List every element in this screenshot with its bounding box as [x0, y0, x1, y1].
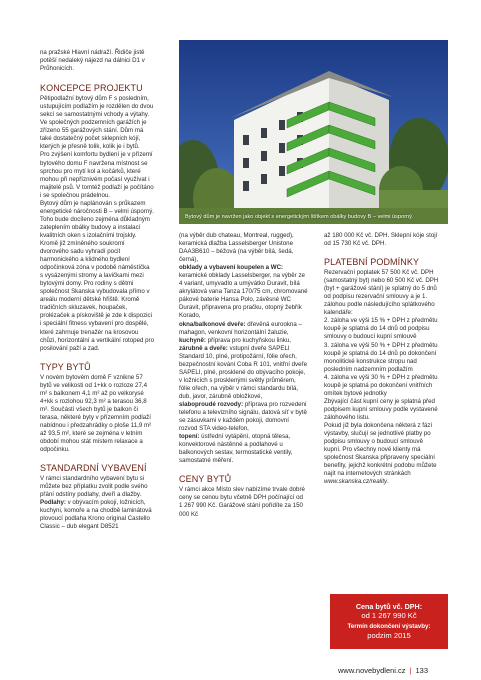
building-illustration — [179, 40, 448, 224]
photo-caption: Bytový dům je navržen jako objekt s energetickým štítkem obálky budovy B – velmi úsporný. — [185, 214, 414, 220]
price-box — [330, 594, 448, 649]
heading-standard: STANDARDNÍ VYBAVENÍ — [40, 463, 147, 474]
right-paragraph-1: až 180 000 Kč vč. DPH. Sklepní kóje stojí od 15 730 Kč vč. DPH. — [324, 232, 438, 248]
koncepce-paragraph-2: Pro zvýšení komfortu bydlení je v přízemí bytového domu F navržena místnost se sprchou pro mytí kol a kočárků, které mohou při nepříznivém počasí využívat i majitelé psů. V tomtéž podlaží je počítáno i se společnou prádelnou. — [40, 151, 154, 199]
standard-paragraph — [40, 475, 154, 531]
label-topeni: topení: — [179, 433, 200, 441]
typy-paragraph: V novém bytovém domě F vznikne 57 bytů ve velikosti od 1+kk o rozloze 27,4 m² s balkonem 4,1 m² až po velkorysé 4+kk s rozlohou 92,3 m² a terasou 36,8 m². Součástí všech bytů je balkon či terasa, některé byty v přízemním podlaží nabídnou i předzahrádky o ploše 11,9 m² až 93,5 m², které se zejména v letním období mohou stát místem relaxace a odpočinku. — [40, 373, 152, 454]
rozvody-paragraph — [179, 401, 308, 433]
topeni-paragraph — [179, 433, 308, 465]
column-middle — [179, 232, 308, 519]
text-obklady: keramické obklady Lasselsberger, na výběr ze 4 variant, umyvadlo a umývátko Duravit, bílá akrylátová vana Tanza 170/75 cm, chromované pákové baterie Hansa Polo, závěsné WC Duravit, připravena pro pračku, otopný žebřík Korado, — [179, 272, 308, 320]
completion-value: podzim 2015 — [367, 631, 411, 640]
price-label: Cena bytů vč. DPH: — [355, 602, 423, 611]
ceny-paragraph: V rámci akce Místo slev nabízíme trvale dobré ceny se cenou bytu včetně DPH počínající od 1 267 990 Kč. Garážové stání pořídíte za 150 000 Kč — [179, 486, 305, 518]
zbytek-paragraph: Zbývající část kupní ceny je splatná před podpisem kupní smlouvy podle vystavené zálohového listu. — [324, 397, 438, 421]
text-kuchyne: příprava pro kuchyňskou linku, — [205, 336, 291, 344]
koncepce-paragraph-1: Pětipodlažní bytový dům F s posledním, ustupujícím podlažím je rozdělen do dvou sekcí se samostatnými vchody a výtahy. Ve společných podzemních garážích je zřízeno 55 garážových stání. Dům má také dostatečný počet sklepních kójí, kterých je přesně tolik, kolik je i bytů. — [40, 95, 154, 151]
rezervace-paragraph: Rezervační poplatek 57 500 Kč vč. DPH (samostatný byt) nebo 60 500 Kč vč. DPH (byt + garážové stání) je splatný do 5 dnů od podpisu rezervační smlouvy a je 1. zálohou podle následujícího splátkového kalendáře: — [324, 269, 439, 317]
zaloha-4-paragraph: 4. záloha ve výši 30 % + DPH z předmětu koupě je splatná po dokončení vnitřních omítek bytové jednotky — [324, 373, 438, 397]
text-topeni: ústřední vytápění, otopná tělesa, konvektorové nástěnné a podlahové u balkonových sestav, termostatické ventily, samostatné měření. — [179, 433, 293, 465]
zaver-paragraph — [324, 422, 440, 486]
middle-paragraph-1: (na výběr dub chateau, Montreal, rugged), keramická dlažba Lasselsberger Unistone DAA3B610 – béžová (na výběr bílá, šedá, černá), — [179, 232, 294, 264]
kuchyne-paragraph — [179, 337, 308, 345]
heading-koncepce: KONCEPCE PROJEKTU — [40, 83, 143, 94]
zaloha-3-paragraph: 3. záloha ve výši 50 % + DPH z předmětu koupě je splatná do 14 dnů po dokončení monolitické konstrukce stropu nad posledním nadzemním podlažím — [324, 341, 438, 373]
footer-separator: | — [409, 666, 412, 675]
zaloha-2-paragraph: 2. záloha ve výši 15 % + DPH z předmětu koupě je splatná do 14 dnů od podpisu smlouvy o budoucí kupní smlouvě — [324, 317, 438, 341]
obklady-paragraph — [179, 264, 308, 320]
text-dvere: vstupní dveře SAPELI Standard 10, plné, protipožární, fólie ořech, bezpečnostní kování Coba R 101, vnitřní dveře SAPELI, plné, prosklené do obývacího pokoje, v ložnicích s prosklenými světly průměrem, fólie ořech, na výběr v rámci standardu bílá, dub, javor, zárubně obložkové, — [179, 344, 308, 400]
price-value: od 1 267 990 Kč — [361, 611, 417, 620]
label-kuchyne: kuchyně: — [179, 336, 206, 344]
column-right — [324, 232, 440, 486]
column-left — [40, 49, 154, 531]
skanska-web-link[interactable]: www.skanska.cz/reality — [324, 478, 388, 486]
building-photo — [179, 40, 448, 224]
koncepce-paragraph-4: Kromě již zmíněného soukromí dvorového sadu vyhradí pocit harmonického a klidného bydlení odpočinková zóna v podobě náměstíčka s vysázenými stromy a lavičkami mezi bytovými domy. Pro rodiny s dětmi společnost Skanska vybudovala přímo v areálu moderní dětské hřiště. Kromě tradičních skluzavek, houpaček, prolézaček a pískoviště je zde k dispozici i speciální fitness vybavení pro dospělé, které zahrnuje trenažér na krosovou chůzi, horizontální a vertikální rotoped pro posilování paží a zad. — [40, 239, 155, 352]
heading-ceny-bytu: CENY BYTŮ — [179, 474, 232, 485]
page-footer — [338, 666, 428, 675]
zaver-text: Pokud již byla dokončena některá z fází výstavby, slučují se jednotlivé platby po podpisu smlouvy o budoucí smlouvě kupní. Pro všechny nové klienty má společnost Skanska připraveny speciální benefity, jejichž konkrétní podobu můžete najít na internetových stránkách — [324, 421, 437, 478]
heading-typy-bytu: TYPY BYTŮ — [40, 361, 91, 372]
page-number: 133 — [415, 666, 429, 675]
intro-paragraph: na pražské Hlavní nádraží. Řidiče jistě potěší nedaleký nájezd na dálnici D1 v Průhonicích. — [40, 49, 145, 73]
text-rozvody: příprava pro rozvedení telefonu a televizního signálu, datová síť v bytě se zásuvkami v každém pokoji, domovní rozvod STA video-telefon, — [179, 400, 307, 433]
dvere-paragraph — [179, 345, 308, 401]
okna-paragraph — [179, 321, 308, 337]
completion-label: Termín dokončení výstavby: — [347, 623, 431, 630]
standard-label-podlahy: Podlahy: — [40, 499, 66, 507]
heading-platebni-podminky: PLATEBNÍ PODMÍNKY — [324, 257, 420, 268]
koncepce-paragraph-3: Bytový dům je naplánován s průkazem energetické náročnosti B – velmi úsporný. Toho bude docíleno zejména důkladným zateplením obálky budovy a instalací kvalitních oken s izolačními trojskly. — [40, 199, 155, 239]
text-okna: dřevěná eurookna – mahagon, venkovní horizontální žaluzie, — [179, 320, 302, 336]
footer-site: www.novebydleni.cz — [338, 666, 406, 675]
label-dvere: zárubně a dveře: — [179, 344, 228, 352]
label-rozvody: slaboproudé rozvody: — [179, 400, 244, 408]
zaver-end: . — [387, 478, 389, 486]
label-obklady: obklady a vybavení koupelen a WC: — [179, 264, 284, 272]
label-okna: okna/balkonové dveře: — [179, 320, 246, 328]
standard-text-podlahy: v obývacím pokoji, ložnicích, kuchyni, komoře a na chodbě laminátová plovoucí podlaha Krono original Castello Classic – dub elegant D8521 — [40, 499, 152, 531]
standard-text: V rámci standardního vybavení bytu si můžete bez příplatku zvolit podle svého přání odstíny podlahy, dveří a dlažby. — [40, 475, 148, 499]
